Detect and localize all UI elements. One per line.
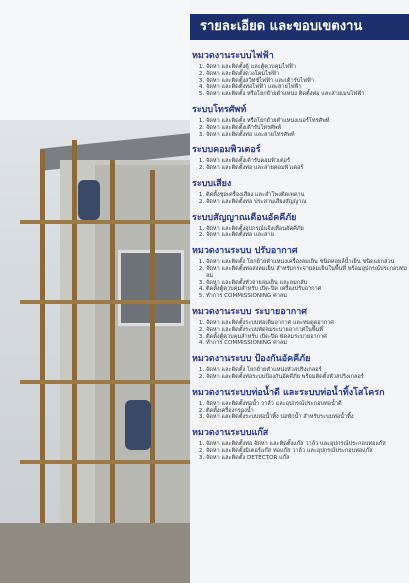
list-item: 4. ติดตั้งตู้ควบคุมสำหรับ เปิด-ปิด เครื่องปรับอากาศ — [206, 286, 407, 293]
construction-photo — [0, 0, 190, 583]
section-fire-protection — [192, 351, 407, 381]
list-item: 3. จัดหา และติดตั้ง DETECTOR แก๊ส — [206, 455, 407, 462]
section-title: หมวดงานระบบ ระบายอากาศ — [192, 306, 307, 317]
list-item: 2. จัดหา และติดตั้งมิเตอร์แก๊ส ท่อแก๊ส วาล์ว และอุปกรณ์ประกอบท่อแก๊ส — [206, 448, 407, 455]
list-item: 3. จัดหา และติดตั้งสวิทช์ไฟฟ้า และเต้ารับไฟฟ้า — [206, 78, 407, 85]
section-ventilation — [192, 304, 407, 347]
details-panel — [190, 0, 409, 583]
list-item: 2. จัดหา และติดตั้งท่อ ประสานเสียงสัญญาณ — [206, 199, 407, 206]
section-title: หมวดงานระบบ ปรับอากาศ — [192, 246, 298, 257]
list-item: 2. จัดหา และติดตั้งเต้ารับโทรศัพท์ — [206, 125, 407, 132]
list-item: 2. จัดหา และติดตั้งดวงโคมไฟฟ้า — [206, 71, 407, 78]
section-title: ระบบเสียง — [192, 178, 232, 189]
section-air-conditioning — [192, 243, 407, 300]
section-title: หมวดงานระบบท่อน้ำดี และระบบท่อน้ำทิ้งโสโครก — [192, 387, 385, 398]
scaffold-bar — [20, 380, 190, 384]
list-item: 4. ทำการ COMMISSIONING ค่าลม — [206, 340, 407, 347]
scaffold-bar — [20, 220, 190, 224]
list-item: 5. ทำการ COMMISSIONING ค่าลม — [206, 293, 407, 300]
list-item: 2. จัดหา และติดตั้งระบบพัดลมระบายอากาศในพื้นที่ — [206, 327, 407, 334]
list-item: 3. จัดหา และติดตั้งท่อ และสายโทรศัพท์ — [206, 132, 407, 139]
list-item: 2. จัดหา และติดตั้งท่อระบบป้องกันอัคคีภัย พร้อมติดตั้งหัวสปริงเกลอร์ — [206, 374, 407, 381]
list-item: 4. จัดหา และติดตั้งท่อไฟฟ้า และสายไฟฟ้า — [206, 84, 407, 91]
scaffold-bar — [20, 300, 190, 304]
list-item: 1. ติดตั้งชุดเครื่องเสียง และลำโพงติดเพดาน — [206, 192, 407, 199]
list-item: 2. จัดหา และติดตั้งท่อ และสายคอมพิวเตอร์ — [206, 165, 407, 172]
section-title: ระบบสัญญาณเตือนอัคคีภัย — [192, 212, 297, 223]
list-item: 3. จัดหา และติดตั้งระบบท่อน้ำทิ้ง บ่อพักน้ำ สำหรับระบบท่อน้ำทิ้ง — [206, 414, 407, 421]
section-computer — [192, 142, 407, 172]
list-item: 1. จัดหา และติดตั้งอุปกรณ์แจ้งเตือนอัคคีภัย — [206, 226, 407, 233]
section-sound — [192, 176, 407, 206]
section-fire-alarm — [192, 210, 407, 240]
section-plumbing — [192, 385, 407, 421]
section-title: หมวดงานระบบแก๊ส — [192, 428, 269, 439]
photo-sky — [0, 0, 190, 120]
list-item: 2. จัดหา และติดตั้งท่อ และสาย — [206, 232, 407, 239]
section-electrical — [192, 48, 407, 98]
list-item: 2. ติดตั้งเครื่องกรองน้ำ — [206, 408, 407, 415]
list-item: 1. จัดหา และติดตั้งตู้ และตู้ควบคุมไฟฟ้า — [206, 64, 407, 71]
photo-ground — [0, 523, 190, 583]
list-item: 1. จัดหา และติดตั้งเต้ารับคอมพิวเตอร์ — [206, 158, 407, 165]
page-title: รายละเอียด และขอบเขตงาน — [190, 14, 409, 40]
scope-sections — [192, 48, 407, 466]
list-item: 2. จัดหา และติดตั้งท่อส่งลมเย็น สำหรับกระจายลมเย็นในพื้นที่ พร้อมอุปกรณ์ประกอบท่อลม — [206, 266, 407, 280]
list-item: 1. จัดหา และติดตั้ง โยกย้ายตำแหน่งเครื่องลมเย็น ชนิดคอยล์น้ำเย็น ชนิดแยกส่วน — [206, 259, 407, 266]
list-item: 5. จัดหา และติดตั้ง หรือโยกย้ายตำแหน่ง ติดตั้งท่อ และสายเมนไฟฟ้า — [206, 91, 407, 98]
worker-figure — [125, 400, 151, 450]
section-title: ระบบโทรศัพท์ — [192, 104, 247, 115]
section-title: หมวดงานระบบไฟฟ้า — [192, 51, 274, 61]
list-item: 1. จัดหา และติดตั้งท่อ จัดหา และติดตั้งแก๊ส วาล์ว และอุปกรณ์ประกอบท่อแก๊ส — [206, 441, 407, 448]
list-item: 1. จัดหา และติดตั้ง โยกย้ายตำแหน่งหัวสปริงเกลอร์ — [206, 367, 407, 374]
scaffold-pole — [40, 150, 45, 583]
scaffold-bar — [20, 460, 190, 464]
section-title: หมวดงานระบบ ป้องกันอัคคีภัย — [192, 354, 311, 365]
section-gas — [192, 425, 407, 461]
list-item: 1. จัดหา และติดตั้ง หรือโยกย้ายตำแหน่งเบอร์โทรศัพท์ — [206, 118, 407, 125]
scaffold-pole — [150, 170, 155, 583]
list-item: 1. จัดหา และติดตั้งท่อน้ำ วาล์ว และอุปกรณ์ประกอบท่อน้ำดี — [206, 401, 407, 408]
section-title: ระบบคอมพิวเตอร์ — [192, 145, 261, 156]
scaffold-pole — [72, 140, 77, 583]
list-item: 3. ติดตั้งตู้ควบคุมสำหรับ เปิด-ปิด พัดลมระบายอากาศ — [206, 334, 407, 341]
worker-figure — [78, 180, 100, 220]
list-item: 3. จัดหา และติดตั้งหัวจ่ายลมเย็น และลมกลับ — [206, 280, 407, 287]
section-telephone — [192, 102, 407, 138]
list-item: 1. จัดหา และติดตั้งระบบท่อเติมอากาศ และท่อดูดอากาศ — [206, 320, 407, 327]
